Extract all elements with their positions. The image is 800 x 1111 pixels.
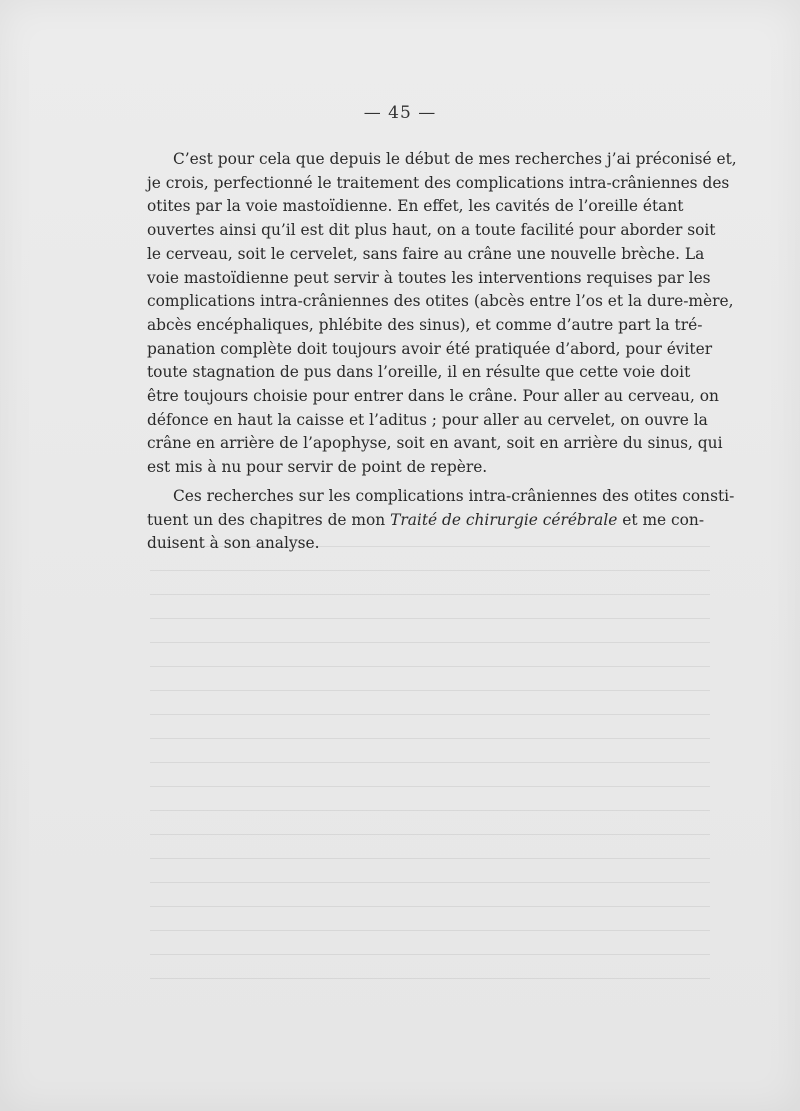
- text-line: défonce en haut la caisse et l’aditus ; pour aller au cervelet, on ouvre la: [147, 410, 708, 429]
- text-line: crâne en arrière de l’apophyse, soit en avant, soit en arrière du sinus, qui: [147, 434, 723, 453]
- text-line: panation complète doit toujours avoir été pratiquée d’abord, pour éviter: [147, 339, 713, 358]
- page-number: — 45 —: [363, 103, 437, 123]
- text-line: Ces recherches sur les complications intra-crâniennes des otites consti-: [173, 486, 735, 505]
- text-fragment: et me con-: [622, 510, 705, 529]
- text-line: voie mastoïdienne peut servir à toutes les interventions requises par les: [147, 268, 711, 287]
- text-line: abcès encéphaliques, phlébite des sinus), et comme d’autre part la tré-: [147, 315, 703, 334]
- text-line: duisent à son analyse.: [147, 534, 320, 553]
- bleed-through-texture: [150, 530, 710, 990]
- text-line: être toujours choisie pour entrer dans le crâne. Pour aller au cerveau, on: [147, 387, 719, 406]
- text-line: le cerveau, soit le cervelet, sans faire au crâne une nouvelle brèche. La: [147, 244, 705, 263]
- body-text: [147, 148, 737, 561]
- text-line-with-title: [147, 509, 705, 533]
- text-line: complications intra-crâniennes des otites (abcès entre l’os et la dure-mère,: [147, 292, 734, 311]
- text-line: ouvertes ainsi qu’il est dit plus haut, on a toute facilité pour aborder soit: [147, 221, 716, 240]
- paragraph-2: [147, 485, 735, 556]
- paragraph-1: [147, 148, 737, 480]
- text-line: est mis à nu pour servir de point de repère.: [147, 458, 488, 477]
- text-line: otites par la voie mastoïdienne. En effet, les cavités de l’oreille étant: [147, 197, 684, 216]
- text-line: toute stagnation de pus dans l’oreille, il en résulte que cette voie doit: [147, 363, 691, 382]
- text-line: C’est pour cela que depuis le début de mes recherches j’ai préconisé et,: [173, 150, 737, 168]
- text-line: je crois, perfectionné le traitement des complications intra-crâniennes des: [147, 173, 730, 192]
- text-fragment: tuent un des chapitres de mon: [147, 510, 386, 529]
- book-title: Traité de chirurgie cérébrale: [390, 510, 618, 529]
